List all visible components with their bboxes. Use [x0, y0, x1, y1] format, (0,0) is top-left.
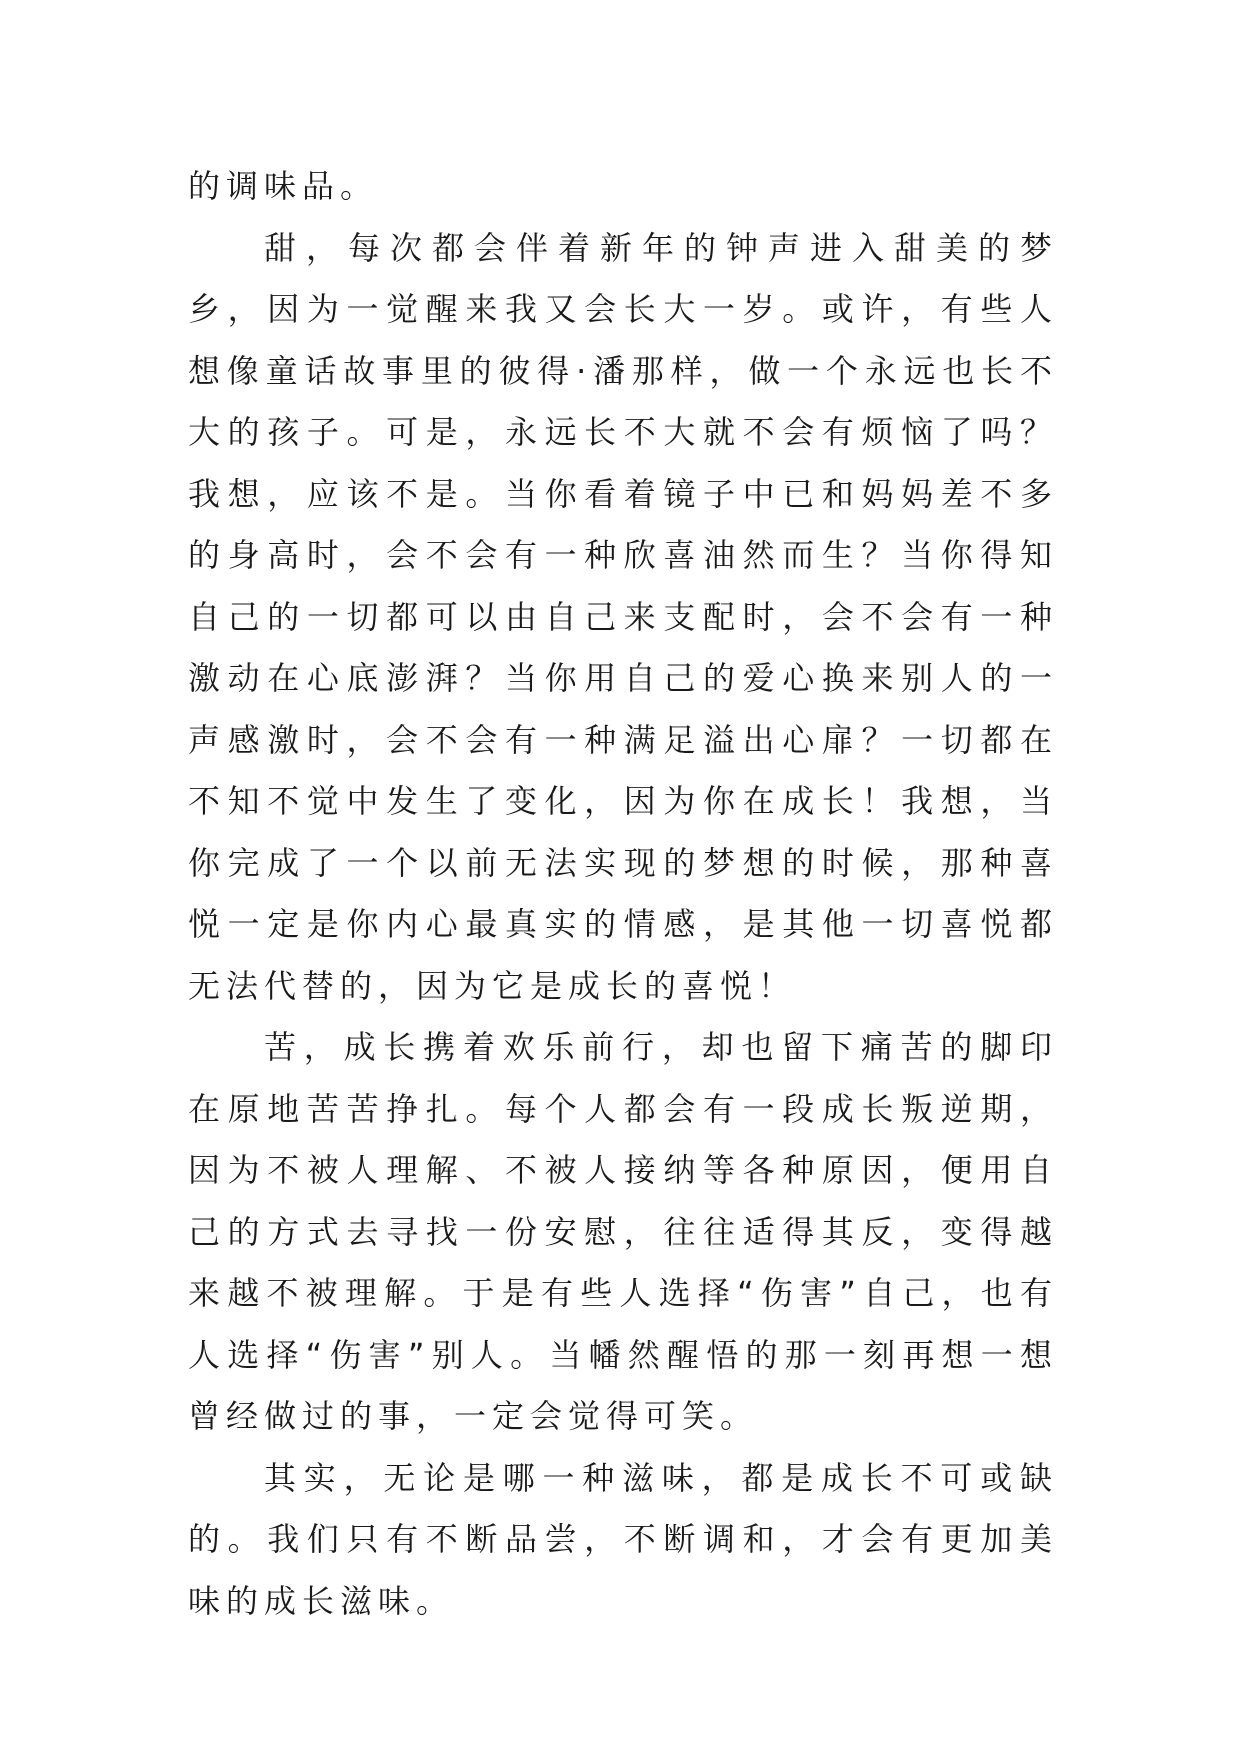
body-text — [188, 156, 1058, 1632]
paragraph-bitter: 苦，成长携着欢乐前行，却也留下痛苦的脚印在原地苦苦挣扎。每个人都会有一段成长叛逆期，因为不被人理解、不被人接纳等各种原因，便用自己的方式去寻找一份安慰，往往适得其反，变得越来越不被理解。于是有些人选择“伤害”自己，也有人选择“伤害”别人。当幡然醒悟的那一刻再想一想曾经做过的事，一定会觉得可笑。 — [188, 1028, 1058, 1435]
paragraph-continuation: 的调味品。 — [188, 167, 379, 205]
paragraph-sweet: 甜，每次都会伴着新年的钟声进入甜美的梦乡，因为一觉醒来我又会长大一岁。或许，有些人想像童话故事里的彼得·潘那样，做一个永远也长不大的孩子。可是，永远长不大就不会有烦恼了吗？我想，应该不是。当你看着镜子中已和妈妈差不多的身高时，会不会有一种欣喜油然而生？当你得知自己的一切都可以由自己来支配时，会不会有一种激动在心底澎湃？当你用自己的爱心换来别人的一声感激时，会不会有一种满足溢出心扉？一切都在不知不觉中发生了变化，因为你在成长！我想，当你完成了一个以前无法实现的梦想的时候，那种喜悦一定是你内心最真实的情感，是其他一切喜悦都无法代替的，因为它是成长的喜悦！ — [188, 228, 1058, 1005]
paragraph-conclusion: 其实，无论是哪一种滋味，都是成长不可或缺的。我们只有不断品尝，不断调和，才会有更加美味的成长滋味。 — [188, 1458, 1058, 1620]
